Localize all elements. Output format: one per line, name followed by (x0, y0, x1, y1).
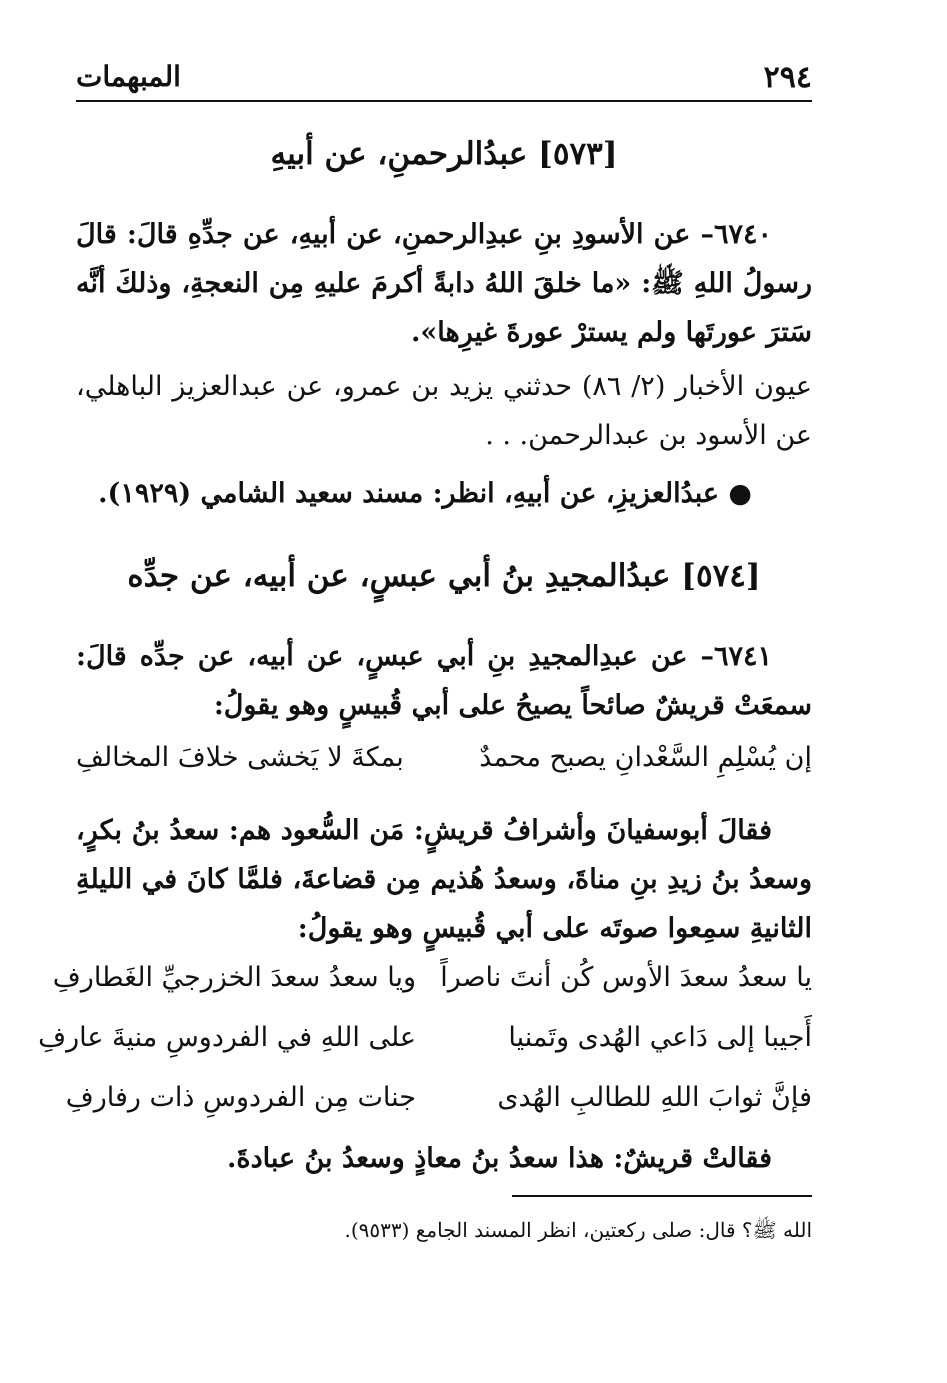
section-heading-573: [٥٧٣] عبدُالرحمنِ، عن أبيهِ (270, 136, 618, 172)
narration-paragraph: فقالَ أبوسفيانَ وأشرافُ قريشٍ: مَن السُّعود هم: سعدُ بنُ بكرٍ، وسعدُ بنُ زيدِ بنِ مناةَ، وسعدُ هُذيم مِن قضاعةَ، فلمَّا كانَ في الليلةِ الثانيةِ سمِعوا صوتَه على أبي قُبيسٍ وهو يقولُ: (76, 815, 812, 944)
page-number: ٢٩٤ (763, 60, 812, 95)
cross-reference: ● عبدُالعزيزِ، عن أبيهِ، انظر: مسند سعيد الشامي (١٩٢٩). (98, 478, 752, 509)
verse-hemistich-left: ويا سعدُ سعدَ الخزرجيِّ الغَطارفِ (52, 962, 416, 993)
footnote: الله ﷺ؟ قال: صلى ركعتين، انظر المسند الجامع (٩٥٣٣). (344, 1218, 812, 1242)
verse-hemistich-left: بمكةَ لا يَخشى خلافَ المخالفِ (76, 742, 404, 773)
verse-hemistich-right: أَجيبا إلى دَاعي الهُدى وتَمنيا (508, 1022, 812, 1053)
closing-line: فقالتْ قريشٌ: هذا سعدُ بنُ معاذٍ وسعدُ بنُ عبادةَ. (227, 1143, 772, 1174)
verse-hemistich-right: يا سعدُ سعدَ الأوس كُن أنتَ ناصراً (440, 962, 812, 993)
hadith-6741: ٦٧٤١– عن عبدِالمجيدِ بنِ أبي عبسٍ، عن أبيه، عن جدِّه قالَ: سمعَتْ قريشٌ صائحاً يصيحُ على أبي قُبيسٍ وهو يقولُ: (76, 641, 812, 721)
verse-hemistich-left: على اللهِ في الفردوسِ منيةَ عارفِ (38, 1022, 416, 1053)
source-citation: عيون الأخبار (٢/ ٨٦) حدثني يزيد بن عمرو، عن عبدالعزيز الباهلي، عن الأسود بن عبدالرحمن. . . (76, 371, 812, 451)
running-title: المبهمات (76, 60, 181, 93)
verse-line (76, 742, 812, 792)
verse-hemistich-right: فإنَّ ثوابَ اللهِ للطالبِ الهُدى (497, 1082, 812, 1113)
footnote-divider (512, 1195, 812, 1197)
verse-line (65, 1082, 812, 1132)
verse-line (38, 1022, 812, 1072)
verse-hemistich-right: إن يُسْلِمِ السَّعْدانِ يصبح محمدٌ (479, 742, 812, 773)
verse-hemistich-left: جنات مِن الفردوسِ ذات رفارفِ (65, 1082, 416, 1113)
page-header (76, 60, 812, 102)
hadith-6740: ٦٧٤٠– عن الأسودِ بنِ عبدِالرحمنِ، عن أبيهِ، عن جدِّهِ قالَ: قالَ رسولُ اللهِ ﷺ: «ما خلقَ اللهُ دابةً أكرمَ عليهِ مِن النعجةِ، وذلكَ أنَّه سَترَ عورتَها ولم يسترْ عورةَ غيرِها». (76, 219, 812, 348)
section-heading-574: [٥٧٤] عبدُالمجيدِ بنُ أبي عبسٍ، عن أبيه، عن جدِّه (127, 558, 761, 594)
verse-line (52, 962, 812, 1012)
